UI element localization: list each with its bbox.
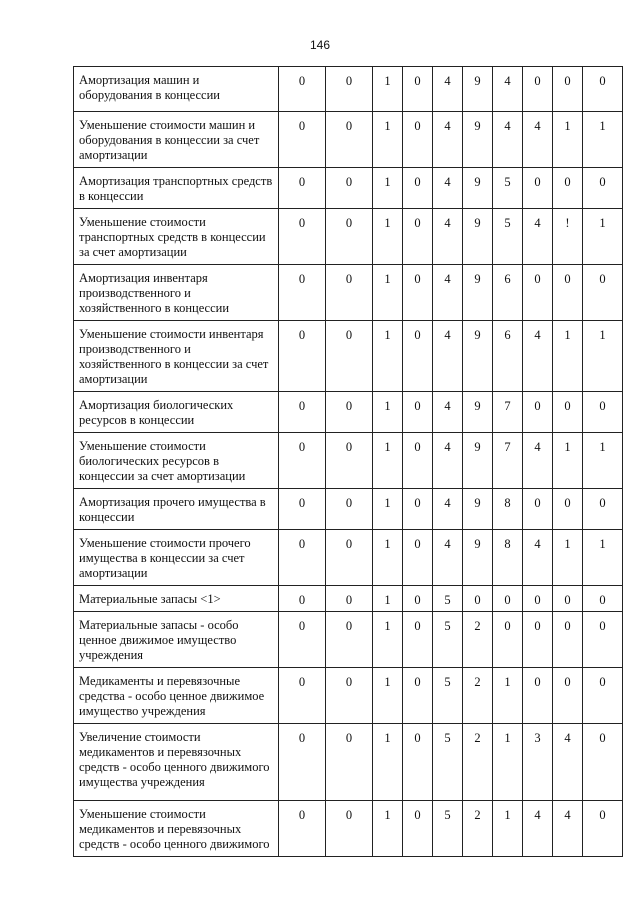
account-code-digit-cell: 0 xyxy=(583,265,623,321)
account-code-digit-cell: 0 xyxy=(279,612,326,668)
account-code-digit-cell: 6 xyxy=(493,321,523,392)
account-code-digit-cell: 0 xyxy=(583,801,623,857)
table-row xyxy=(74,209,623,265)
table-row xyxy=(74,392,623,433)
account-code-digit-cell: 0 xyxy=(583,168,623,209)
account-code-digit-cell: 4 xyxy=(553,801,583,857)
account-code-digit-cell: 4 xyxy=(523,209,553,265)
account-code-digit-cell: 0 xyxy=(523,668,553,724)
account-code-digit-cell: 4 xyxy=(433,489,463,530)
account-code-digit-cell: 5 xyxy=(433,668,463,724)
account-code-digit-cell: 1 xyxy=(373,612,403,668)
account-code-digit-cell: 9 xyxy=(463,489,493,530)
account-code-digit-cell: 1 xyxy=(373,168,403,209)
account-code-digit-cell: 1 xyxy=(373,433,403,489)
account-name-cell: Уменьшение стоимости транспортных средств в концессии за счет амортизации xyxy=(74,209,279,265)
table-body xyxy=(74,67,623,857)
account-code-digit-cell: 0 xyxy=(403,530,433,586)
table-row xyxy=(74,321,623,392)
account-code-digit-cell: 0 xyxy=(403,612,433,668)
account-code-digit-cell: 0 xyxy=(493,612,523,668)
account-name-cell: Медикаменты и перевязочные средства - особо ценное движимое имущество учреждения xyxy=(74,668,279,724)
account-code-digit-cell: 4 xyxy=(523,321,553,392)
account-code-digit-cell: 0 xyxy=(553,612,583,668)
account-code-digit-cell: 9 xyxy=(463,265,493,321)
account-code-digit-cell: 0 xyxy=(279,586,326,612)
account-code-digit-cell: 0 xyxy=(403,321,433,392)
account-code-digit-cell: 0 xyxy=(326,668,373,724)
account-name-cell: Уменьшение стоимости прочего имущества в концессии за счет амортизации xyxy=(74,530,279,586)
account-code-digit-cell: 0 xyxy=(326,265,373,321)
table-row xyxy=(74,67,623,112)
account-code-digit-cell: 4 xyxy=(433,67,463,112)
account-name-cell: Амортизация прочего имущества в концессии xyxy=(74,489,279,530)
account-code-digit-cell: 1 xyxy=(373,321,403,392)
table-row xyxy=(74,489,623,530)
account-code-digit-cell: 1 xyxy=(373,112,403,168)
account-code-digit-cell: 3 xyxy=(523,724,553,801)
table-row xyxy=(74,801,623,857)
table-row xyxy=(74,668,623,724)
account-code-digit-cell: 0 xyxy=(403,265,433,321)
account-code-digit-cell: 0 xyxy=(326,801,373,857)
account-code-digit-cell: 1 xyxy=(373,67,403,112)
account-code-digit-cell: 1 xyxy=(583,530,623,586)
account-code-digit-cell: 1 xyxy=(553,433,583,489)
account-code-digit-cell: 5 xyxy=(433,586,463,612)
account-name-cell: Уменьшение стоимости машин и оборудования в концессии за счет амортизации xyxy=(74,112,279,168)
account-code-digit-cell: 0 xyxy=(279,67,326,112)
account-code-digit-cell: 7 xyxy=(493,392,523,433)
account-name-cell: Амортизация инвентаря производственного и хозяйственного в концессии xyxy=(74,265,279,321)
account-code-digit-cell: 6 xyxy=(493,265,523,321)
account-code-digit-cell: 0 xyxy=(279,112,326,168)
table-row xyxy=(74,112,623,168)
account-code-digit-cell: 1 xyxy=(583,112,623,168)
account-code-digit-cell: 0 xyxy=(326,392,373,433)
account-name-cell: Увеличение стоимости медикаментов и перевязочных средств - особо ценного движимого имущества учреждения xyxy=(74,724,279,801)
account-code-digit-cell: 0 xyxy=(553,392,583,433)
account-code-digit-cell: 0 xyxy=(583,67,623,112)
account-code-digit-cell: 1 xyxy=(373,724,403,801)
account-code-digit-cell: 9 xyxy=(463,67,493,112)
account-code-digit-cell: 4 xyxy=(523,433,553,489)
account-code-digit-cell: 2 xyxy=(463,668,493,724)
account-name-cell: Уменьшение стоимости медикаментов и перевязочных средств - особо ценного движимого xyxy=(74,801,279,857)
account-code-digit-cell: 5 xyxy=(493,168,523,209)
account-code-digit-cell: 0 xyxy=(326,433,373,489)
account-code-digit-cell: 4 xyxy=(493,67,523,112)
account-code-digit-cell: 0 xyxy=(279,321,326,392)
account-code-digit-cell: 7 xyxy=(493,433,523,489)
account-code-digit-cell: 0 xyxy=(523,612,553,668)
account-code-digit-cell: 1 xyxy=(583,321,623,392)
account-code-digit-cell: 9 xyxy=(463,433,493,489)
account-code-digit-cell: 0 xyxy=(279,489,326,530)
account-code-digit-cell: 1 xyxy=(583,209,623,265)
account-code-digit-cell: 2 xyxy=(463,612,493,668)
table-row xyxy=(74,724,623,801)
account-code-digit-cell: 0 xyxy=(583,392,623,433)
account-code-digit-cell: 0 xyxy=(326,586,373,612)
account-code-digit-cell: 1 xyxy=(373,392,403,433)
account-code-digit-cell: 0 xyxy=(463,586,493,612)
account-code-digit-cell: 0 xyxy=(583,724,623,801)
account-code-digit-cell: 0 xyxy=(403,392,433,433)
account-code-digit-cell: 0 xyxy=(523,168,553,209)
account-code-digit-cell: 0 xyxy=(326,112,373,168)
account-code-digit-cell: 4 xyxy=(553,724,583,801)
account-code-digit-cell: 0 xyxy=(326,168,373,209)
account-code-digit-cell: 4 xyxy=(523,530,553,586)
account-code-digit-cell: 9 xyxy=(463,530,493,586)
account-code-digit-cell: 0 xyxy=(553,67,583,112)
account-code-digit-cell: 0 xyxy=(326,489,373,530)
table-row xyxy=(74,433,623,489)
account-code-digit-cell: 0 xyxy=(279,433,326,489)
account-code-digit-cell: 0 xyxy=(553,668,583,724)
account-code-digit-cell: 0 xyxy=(279,265,326,321)
account-code-digit-cell: 1 xyxy=(373,668,403,724)
page-number: 146 xyxy=(309,38,331,52)
account-code-digit-cell: 4 xyxy=(433,321,463,392)
account-code-digit-cell: 0 xyxy=(279,209,326,265)
account-code-digit-cell: 1 xyxy=(553,321,583,392)
account-code-digit-cell: 9 xyxy=(463,168,493,209)
account-code-digit-cell: 1 xyxy=(373,586,403,612)
account-code-digit-cell: 0 xyxy=(279,801,326,857)
account-code-digit-cell: 5 xyxy=(433,612,463,668)
account-code-digit-cell: 1 xyxy=(373,801,403,857)
account-code-digit-cell: 0 xyxy=(326,612,373,668)
account-code-digit-cell: 4 xyxy=(433,209,463,265)
account-code-digit-cell: 4 xyxy=(433,392,463,433)
account-code-digit-cell: 0 xyxy=(553,489,583,530)
account-code-digit-cell: 0 xyxy=(326,321,373,392)
account-code-digit-cell: 4 xyxy=(523,112,553,168)
account-code-digit-cell: 0 xyxy=(523,265,553,321)
account-code-digit-cell: 0 xyxy=(403,112,433,168)
account-code-digit-cell: 1 xyxy=(373,209,403,265)
account-code-digit-cell: 1 xyxy=(373,530,403,586)
account-code-digit-cell: 1 xyxy=(553,530,583,586)
account-code-digit-cell: 0 xyxy=(403,586,433,612)
account-code-digit-cell: 0 xyxy=(583,612,623,668)
account-code-digit-cell: 1 xyxy=(553,112,583,168)
table-row xyxy=(74,612,623,668)
account-code-digit-cell: 1 xyxy=(373,265,403,321)
account-code-digit-cell: 9 xyxy=(463,112,493,168)
account-code-digit-cell: 4 xyxy=(433,433,463,489)
account-code-digit-cell: 0 xyxy=(403,433,433,489)
account-name-cell: Материальные запасы <1> xyxy=(74,586,279,612)
account-code-digit-cell: 1 xyxy=(583,433,623,489)
account-name-cell: Уменьшение стоимости биологических ресурсов в концессии за счет амортизации xyxy=(74,433,279,489)
account-code-digit-cell: 0 xyxy=(553,586,583,612)
account-code-digit-cell: 1 xyxy=(373,489,403,530)
account-code-digit-cell: 5 xyxy=(433,801,463,857)
account-code-digit-cell: 0 xyxy=(523,586,553,612)
account-code-digit-cell: 0 xyxy=(279,392,326,433)
account-code-digit-cell: 0 xyxy=(583,489,623,530)
account-code-digit-cell: 0 xyxy=(403,489,433,530)
account-code-digit-cell: 0 xyxy=(583,668,623,724)
account-code-digit-cell: 9 xyxy=(463,209,493,265)
account-code-digit-cell: 0 xyxy=(326,530,373,586)
account-code-digit-cell: 1 xyxy=(493,801,523,857)
account-code-digit-cell: 4 xyxy=(433,265,463,321)
account-code-digit-cell: 0 xyxy=(403,724,433,801)
account-code-digit-cell: 0 xyxy=(403,67,433,112)
account-code-digit-cell: 4 xyxy=(433,168,463,209)
account-code-digit-cell: 0 xyxy=(326,67,373,112)
account-code-digit-cell: 0 xyxy=(403,209,433,265)
account-code-digit-cell: 2 xyxy=(463,801,493,857)
table-row xyxy=(74,265,623,321)
account-code-digit-cell: 0 xyxy=(493,586,523,612)
account-code-digit-cell: 0 xyxy=(583,586,623,612)
table-row xyxy=(74,586,623,612)
account-name-cell: Уменьшение стоимости инвентаря производственного и хозяйственного в концессии за счет амортизации xyxy=(74,321,279,392)
account-name-cell: Амортизация биологических ресурсов в концессии xyxy=(74,392,279,433)
account-code-digit-cell: 0 xyxy=(279,168,326,209)
account-codes-table xyxy=(73,66,623,857)
account-code-digit-cell: ! xyxy=(553,209,583,265)
account-code-digit-cell: 0 xyxy=(326,724,373,801)
account-code-digit-cell: 0 xyxy=(279,668,326,724)
account-code-digit-cell: 0 xyxy=(523,67,553,112)
account-code-digit-cell: 2 xyxy=(463,724,493,801)
account-code-digit-cell: 0 xyxy=(553,168,583,209)
account-code-digit-cell: 0 xyxy=(523,489,553,530)
account-code-digit-cell: 4 xyxy=(433,112,463,168)
account-code-digit-cell: 5 xyxy=(493,209,523,265)
account-code-digit-cell: 4 xyxy=(523,801,553,857)
account-name-cell: Материальные запасы - особо ценное движимое имущество учреждения xyxy=(74,612,279,668)
account-code-digit-cell: 1 xyxy=(493,668,523,724)
account-name-cell: Амортизация машин и оборудования в концессии xyxy=(74,67,279,112)
account-code-digit-cell: 0 xyxy=(553,265,583,321)
account-code-digit-cell: 0 xyxy=(279,530,326,586)
account-code-digit-cell: 0 xyxy=(523,392,553,433)
account-code-digit-cell: 4 xyxy=(433,530,463,586)
account-code-digit-cell: 9 xyxy=(463,392,493,433)
account-code-digit-cell: 0 xyxy=(326,209,373,265)
account-code-digit-cell: 8 xyxy=(493,530,523,586)
table-row xyxy=(74,168,623,209)
account-code-digit-cell: 1 xyxy=(493,724,523,801)
account-code-digit-cell: 0 xyxy=(279,724,326,801)
table-row xyxy=(74,530,623,586)
account-code-digit-cell: 0 xyxy=(403,801,433,857)
account-code-digit-cell: 0 xyxy=(403,168,433,209)
account-code-digit-cell: 4 xyxy=(493,112,523,168)
account-code-digit-cell: 0 xyxy=(403,668,433,724)
account-code-digit-cell: 5 xyxy=(433,724,463,801)
account-name-cell: Амортизация транспортных средств в концессии xyxy=(74,168,279,209)
account-code-digit-cell: 9 xyxy=(463,321,493,392)
account-code-digit-cell: 8 xyxy=(493,489,523,530)
